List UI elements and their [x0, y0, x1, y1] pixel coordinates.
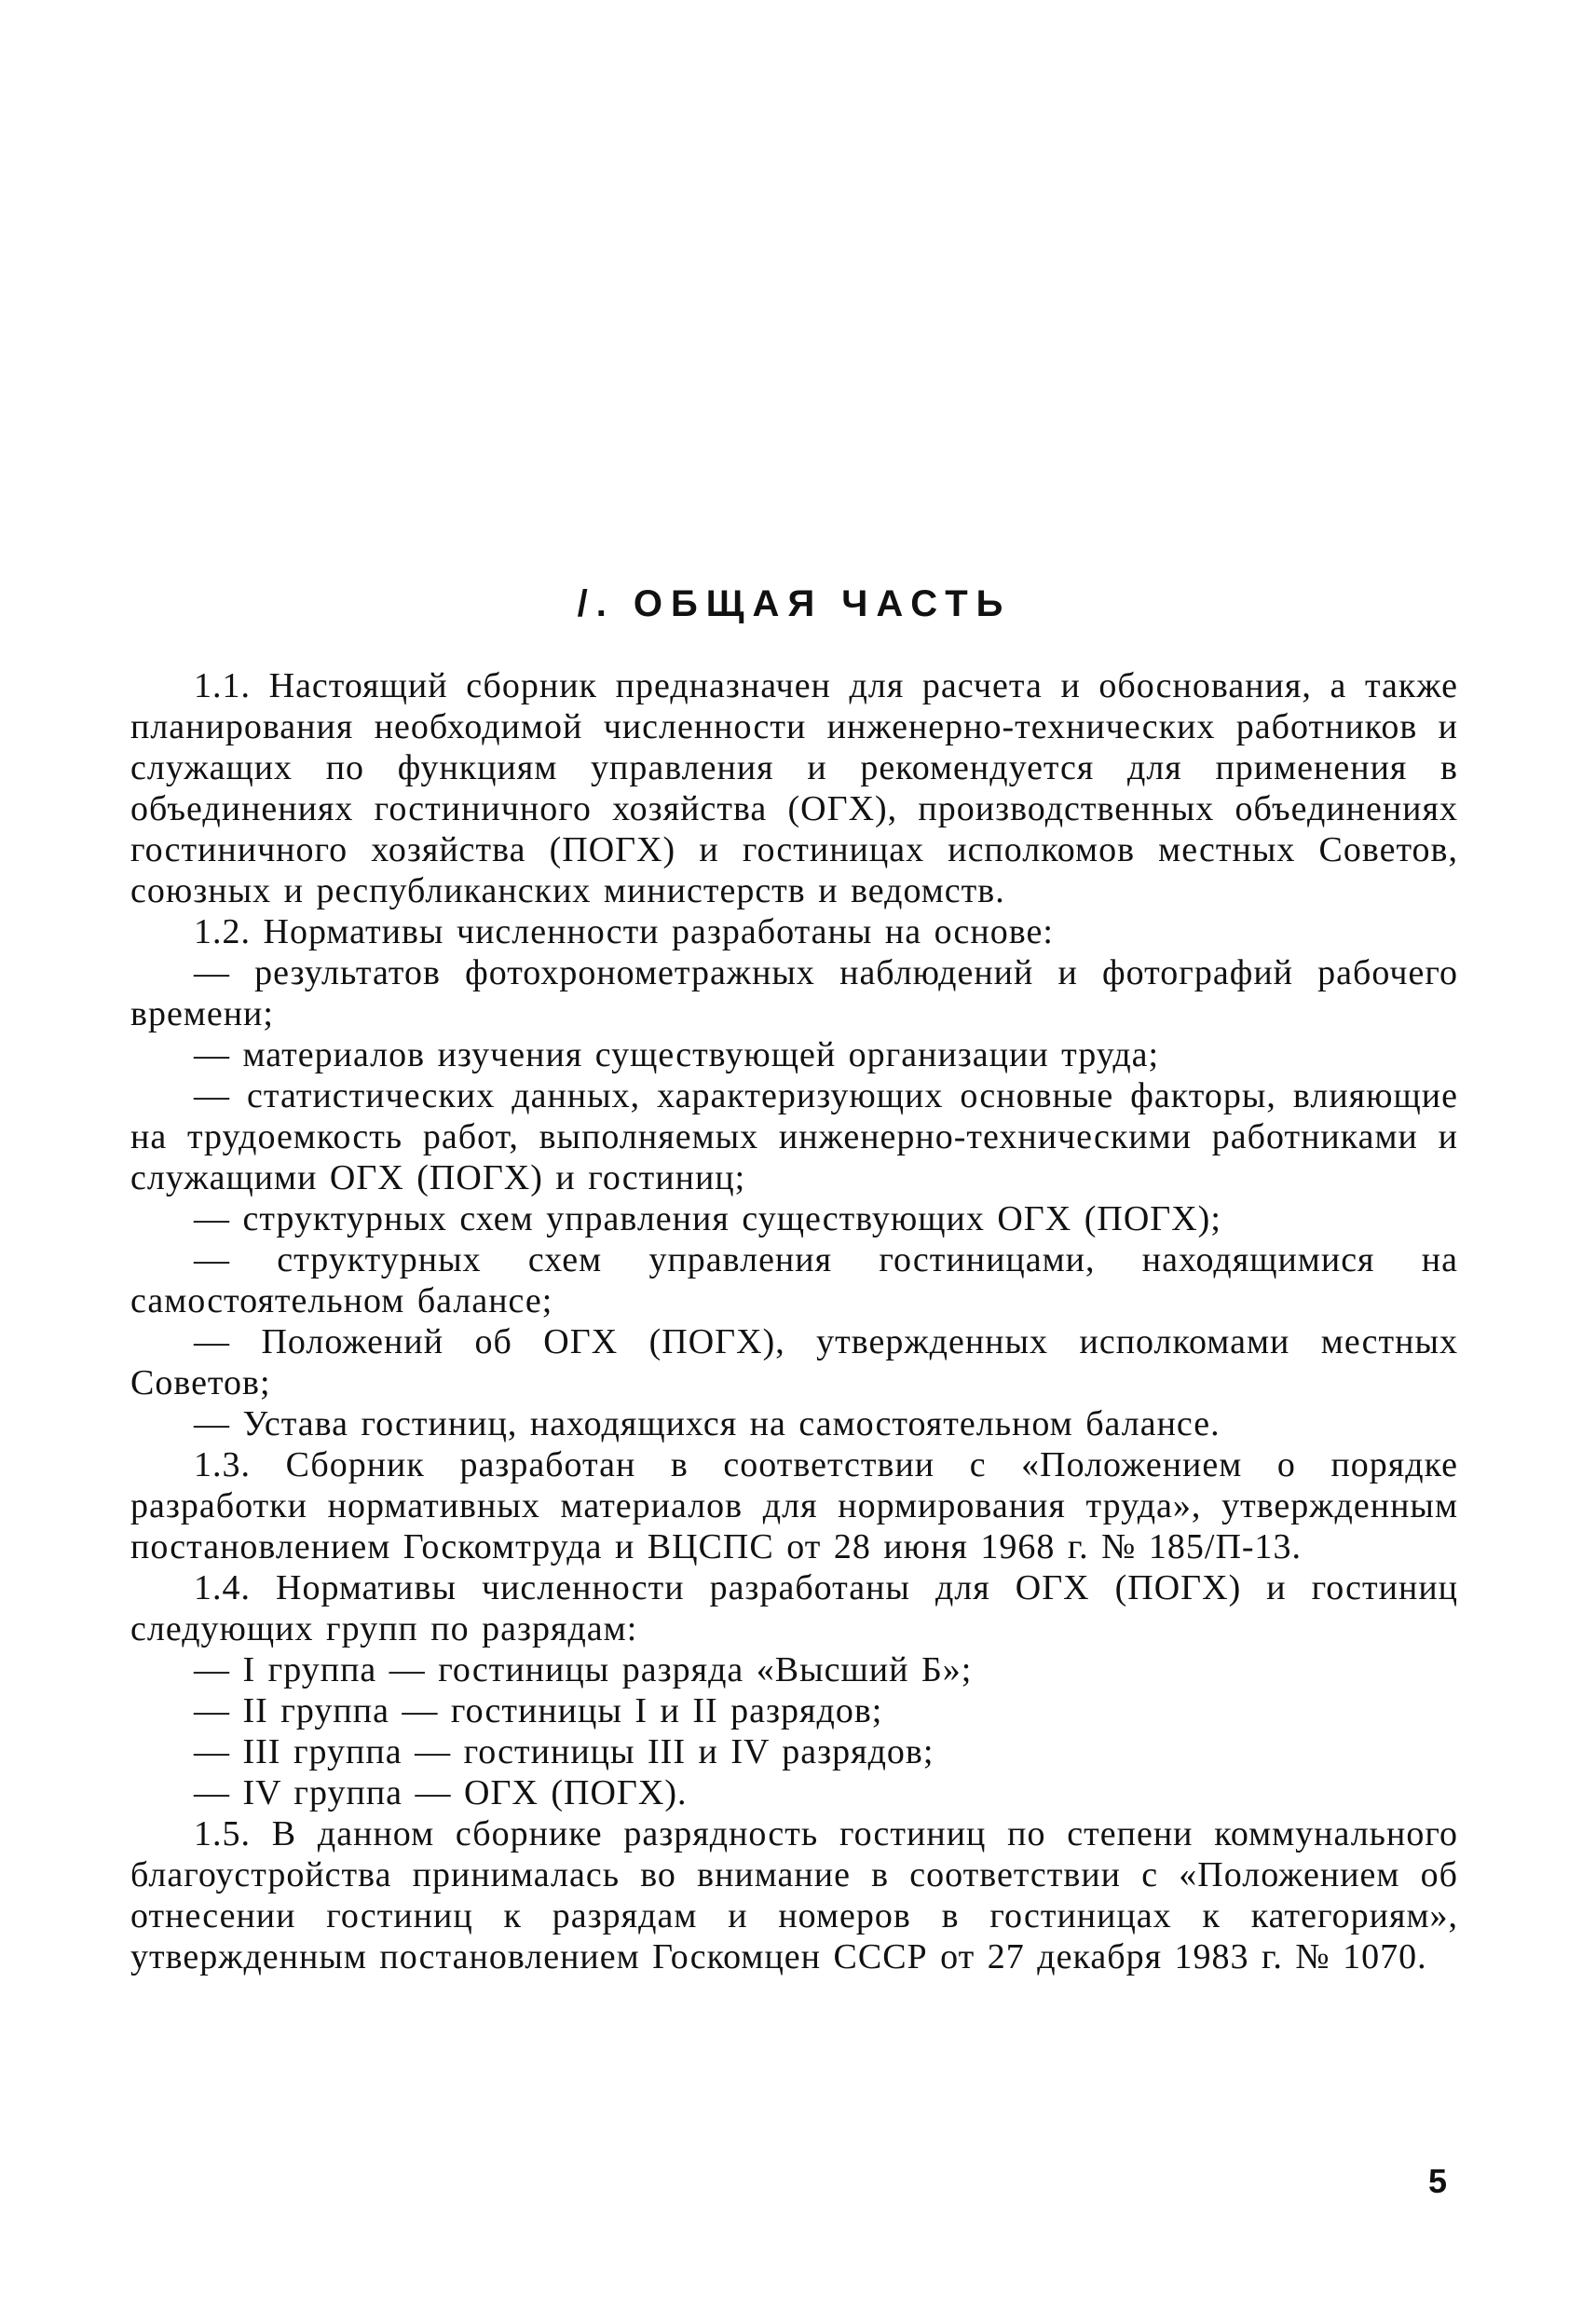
list-item: — III группа — гостиницы III и IV разрядов;: [194, 1732, 934, 1771]
list-item: — структурных схем управления существующих ОГХ (ПОГХ);: [194, 1199, 1221, 1238]
list-item: — II группа — гостиницы I и II разрядов;: [194, 1691, 883, 1730]
list-item: — Устава гостиниц, находящихся на самостоятельном балансе.: [194, 1404, 1221, 1443]
document-page: [130, 578, 1458, 1977]
section-heading: /. ОБЩАЯ ЧАСТЬ: [577, 583, 1012, 624]
list-item: — Положений об ОГХ (ПОГХ), утвержденных исполкомами местных Советов;: [130, 1322, 1458, 1402]
paragraph-1-2: 1.2. Нормативы численности разработаны на основе:: [194, 912, 1054, 951]
page-number: 5: [1427, 2162, 1447, 2200]
list-item: — статистических данных, характеризующих основные факторы, влияющие на трудоемкость работ, выполняемых инженерно-техническими работниками и служащими ОГХ (ПОГХ) и гостиниц;: [130, 1076, 1458, 1197]
paragraph-1-3: 1.3. Сборник разработан в соответствии с «Положением о порядке разработки нормативных материалов для нормирования труда», утвержденным постановлением Госкомтруда и ВЦСПС от 28 июня 1968 г. № 185/П-13.: [130, 1445, 1458, 1566]
list-item: — материалов изучения существующей организации труда;: [194, 1035, 1160, 1074]
paragraph-1-5: 1.5. В данном сборнике разрядность гостиниц по степени коммунального благоустройства принималась во внимание в соответствии с «Положением об отнесении гостиниц к разрядам и номеров в гостиницах к категориям», утвержденным постановлением Госкомцен СССР от 27 декабря 1983 г. № 1070.: [130, 1814, 1458, 1976]
list-item: — I группа — гостиницы разряда «Высший Б»;: [194, 1650, 973, 1689]
list-item: — структурных схем управления гостиницами, находящимися на самостоятельном балансе;: [130, 1240, 1458, 1320]
paragraph-1-4: 1.4. Нормативы численности разработаны для ОГХ (ПОГХ) и гостиниц следующих групп по разрядам:: [130, 1568, 1458, 1648]
list-item: — IV группа — ОГХ (ПОГХ).: [194, 1773, 688, 1812]
paragraph-1-1: 1.1. Настоящий сборник предназначен для расчета и обоснования, а также планирования необходимой численности инженерно-технических работников и служащих по функциям управления и рекомендуется для применения в объединениях гостиничного хозяйства (ОГХ), производственных объединениях гостиничного хозяйства (ПОГХ) и гостиницах исполкомов местных Советов, союзных и республиканских министерств и ведомств.: [130, 666, 1458, 910]
list-item: — результатов фотохронометражных наблюдений и фотографий рабочего времени;: [130, 953, 1458, 1033]
